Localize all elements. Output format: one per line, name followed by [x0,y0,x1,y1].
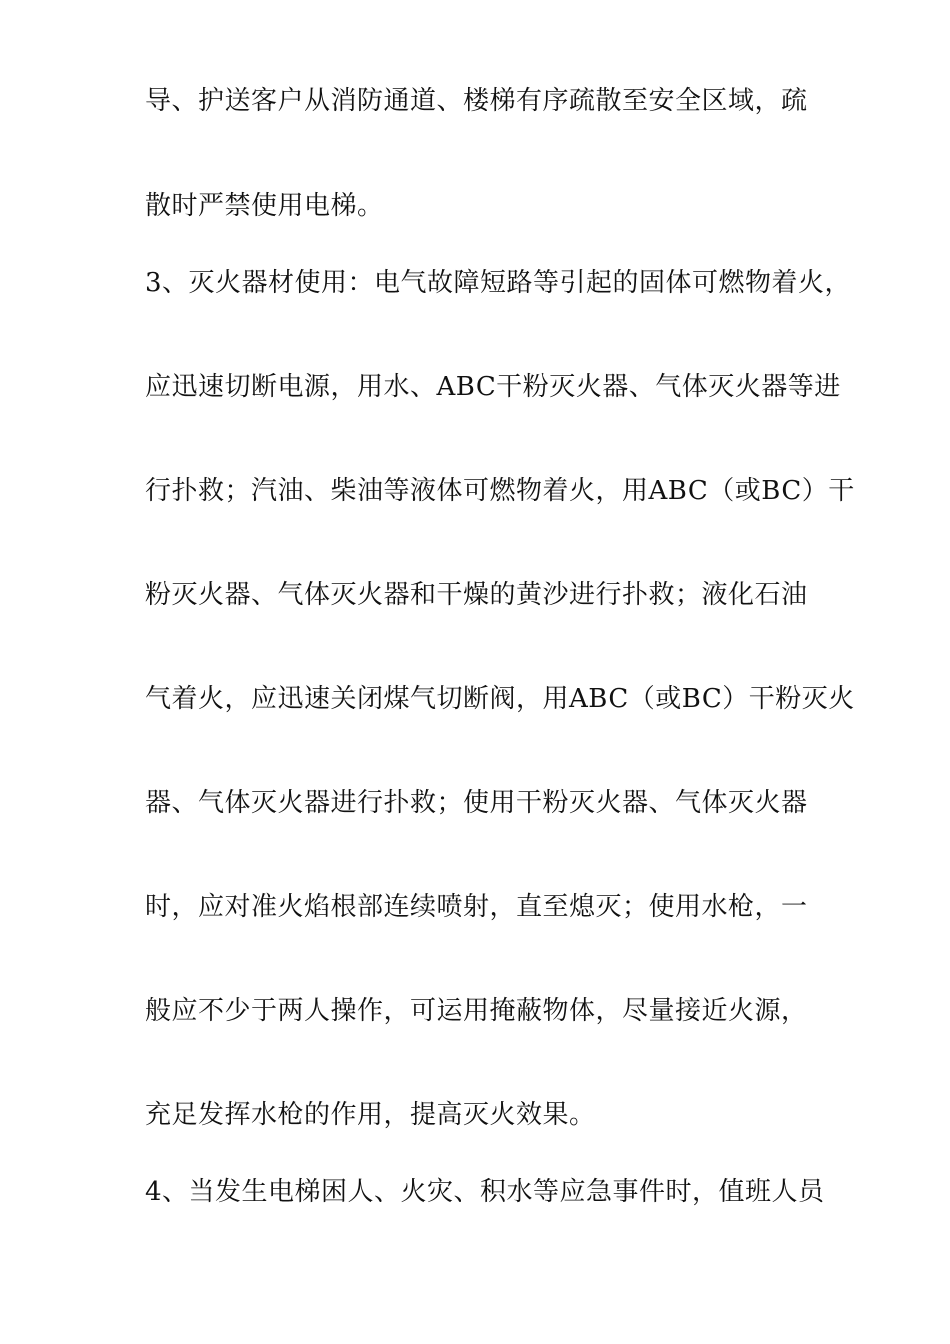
text-line: 导、护送客户从消防通道、楼梯有序疏散至安全区域，疏 [145,86,808,116]
text-line: 散时严禁使用电梯。 [145,191,384,221]
paragraph-4-start: 4、当发生电梯困人、火灾、积水等应急事件时，值班人员 [145,1177,825,1207]
text-line: 粉灭火器、气体灭火器和干燥的黄沙进行扑救；液化石油 [145,580,808,610]
text-line: 气着火，应迅速关闭煤气切断阀，用ABC（或BC）干粉灭火 [145,684,855,714]
text-line: 应迅速切断电源，用水、ABC干粉灭火器、气体灭火器等进 [145,372,841,402]
text-line: 充足发挥水枪的作用，提高灭火效果。 [145,1100,596,1130]
text-line: 时，应对准火焰根部连续喷射，直至熄灭；使用水枪，一 [145,892,808,922]
text-line: 行扑救；汽油、柴油等液体可燃物着火，用ABC（或BC）干 [145,476,855,506]
text-line: 般应不少于两人操作，可运用掩蔽物体，尽量接近火源， [145,996,808,1026]
paragraph-3-start: 3、灭火器材使用：电气故障短路等引起的固体可燃物着火， [145,268,852,298]
text-line: 器、气体灭火器进行扑救；使用干粉灭火器、气体灭火器 [145,788,808,818]
